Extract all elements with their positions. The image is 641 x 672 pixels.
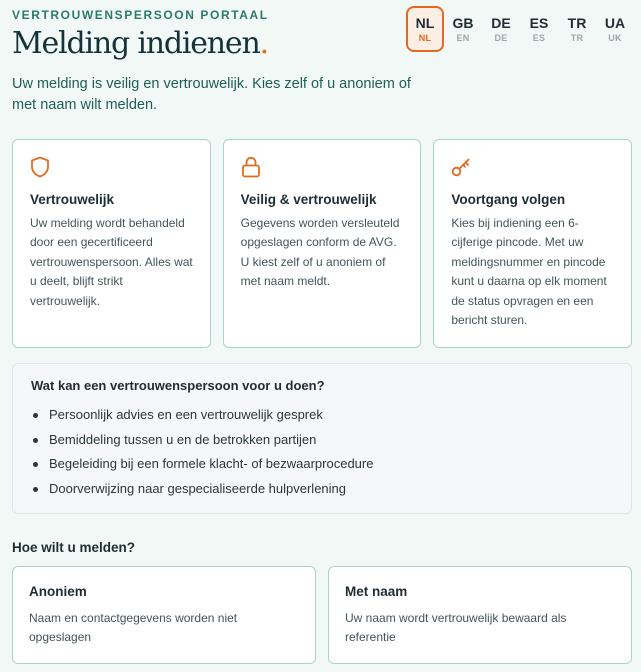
option-title: Met naam <box>345 584 408 599</box>
language-subcode: DE <box>494 33 508 43</box>
language-option-gb[interactable] <box>444 6 482 52</box>
option-anonymous[interactable] <box>12 566 316 664</box>
language-code: ES <box>529 15 549 31</box>
page-title-text: Melding indienen <box>12 26 260 61</box>
language-subcode: EN <box>456 33 470 43</box>
language-code: DE <box>491 15 511 31</box>
option-text: Uw naam wordt vertrouwelijk bewaard als referentie <box>345 611 567 645</box>
language-subcode: UK <box>608 33 622 43</box>
intro-text: Uw melding is veilig en vertrouwelijk. Kies zelf of u anoniem of met naam wilt melden. <box>12 76 411 113</box>
language-subcode: TR <box>570 33 584 43</box>
option-with-name[interactable] <box>328 566 632 664</box>
feature-text: Gegevens worden versleuteld opgeslagen conform de AVG. U kiest zelf of u anoniem of met naam meldt. <box>240 216 400 289</box>
language-code: GB <box>452 15 474 31</box>
lock-icon <box>241 156 261 178</box>
list-item: Persoonlijk advies en een vertrouwelijk gesprek <box>31 403 613 428</box>
feature-title: Vertrouwelijk <box>30 192 115 207</box>
feature-card-confidential <box>12 139 211 348</box>
page-title <box>12 26 268 61</box>
help-box <box>12 363 632 514</box>
language-code: NL <box>415 15 435 31</box>
language-subcode: NL <box>418 33 432 43</box>
option-title: Anoniem <box>29 584 87 599</box>
language-option-tr[interactable] <box>558 6 596 52</box>
language-code: TR <box>567 15 587 31</box>
language-option-de[interactable] <box>482 6 520 52</box>
list-item: Begeleiding bij een formele klacht- of bezwaarprocedure <box>31 452 613 477</box>
language-option-ua[interactable] <box>596 6 634 52</box>
feature-card-secure <box>223 139 422 348</box>
feature-title: Voortgang volgen <box>451 192 566 207</box>
feature-title: Veilig & vertrouwelijk <box>240 192 377 207</box>
help-title: Wat kan een vertrouwenspersoon voor u doen? <box>31 378 325 393</box>
language-switcher <box>406 6 634 52</box>
feature-cards <box>12 139 632 348</box>
title-dot: . <box>259 26 268 61</box>
feature-text: Uw melding wordt behandeld door een gecertificeerd vertrouwenspersoon. Alles wat u deelt, blijft strikt vertrouwelijk. <box>30 216 193 308</box>
portal-eyebrow: VERTROUWENSPERSOON PORTAAL <box>12 8 269 22</box>
language-option-nl[interactable] <box>406 6 444 52</box>
language-code: UA <box>604 15 626 31</box>
report-method-heading: Hoe wilt u melden? <box>12 540 136 555</box>
language-option-es[interactable] <box>520 6 558 52</box>
feature-card-progress <box>433 139 632 348</box>
help-list <box>31 403 613 501</box>
shield-icon <box>30 156 50 178</box>
language-subcode: ES <box>532 33 546 43</box>
key-icon <box>451 156 471 178</box>
feature-text: Kies bij indiening een 6-cijferige pincode. Met uw meldingsnummer en pincode kunt u daarna op elk moment de status opvragen en een bericht sturen. <box>451 216 607 328</box>
list-item: Bemiddeling tussen u en de betrokken partijen <box>31 428 613 453</box>
report-method-options <box>12 566 632 664</box>
option-text: Naam en contactgegevens worden niet opgeslagen <box>29 611 238 645</box>
list-item: Doorverwijzing naar gespecialiseerde hulpverlening <box>31 477 613 502</box>
